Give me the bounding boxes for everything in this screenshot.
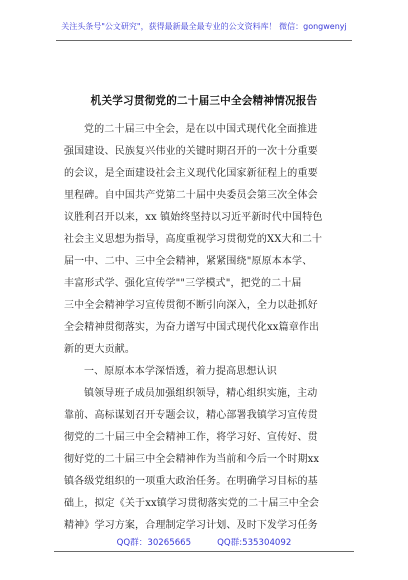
- paragraph-line: 镇各级党组织的一项重大政治任务。在明确学习目标的基: [64, 476, 318, 487]
- document-body: [64, 119, 350, 537]
- paragraph-line: 精神》学习方案，合理制定学习计划、及时下发学习任务: [64, 520, 318, 531]
- paragraph-line: 全会精神贯彻落实，为奋力谱写中国式现代化xx篇章作出: [64, 322, 320, 333]
- footer-qq-group-1: QQ群：30265665: [116, 538, 192, 548]
- header-note: 关注头条号"公文研究"，获得最新最全最专业的公文资料库！ 微信：gongwenyj: [61, 22, 347, 31]
- document-title: 机关学习贯彻党的二十届三中全会精神情况报告: [90, 95, 318, 107]
- footer-qq-group-2: QQ群:535304092: [217, 538, 292, 548]
- paragraph-line: 的会议，是全面建设社会主义现代化国家新征程上的重要: [64, 168, 318, 179]
- paragraph-line: 靠前、高标谋划召开专题会议，精心部署我镇学习宣传贯: [64, 410, 318, 421]
- section-heading: 一、原原本本学深悟透，着力提高思想认识: [84, 366, 277, 377]
- paragraph-line: 社会主义思想为指导，高度重视学习贯彻党的XX大和二十: [64, 234, 323, 245]
- header-divider: [56, 40, 352, 41]
- paragraph-line: 彻好党的二十届三中全会精神作为当前和今后一个时期xx: [64, 454, 320, 465]
- paragraph-line: 议胜利召开以来，xx 镇始终坚持以习近平新时代中国特色: [64, 212, 323, 223]
- paragraph-line: 强国建设、民族复兴伟业的关键时期召开的一次十分重要: [64, 146, 318, 157]
- footer-note: [0, 537, 408, 549]
- paragraph-line: 镇领导班子成员加强组织领导，精心组织实施，主动: [84, 388, 318, 399]
- paragraph-line: 丰富形式学、强化宣传学""三学模式"，把党的二十届: [64, 278, 302, 289]
- paragraph-line: 础上，拟定《关于xx镇学习贯彻落实党的二十届三中全会: [64, 498, 320, 509]
- paragraph-line: 里程碑。自中国共产党第二十届中央委员会第三次全体会: [64, 190, 318, 201]
- paragraph-line: 三中全会精神学习宣传贯彻不断引向深入，全力以赴抓好: [64, 300, 318, 311]
- paragraph-line: 届一中、二中、三中全会精神，紧紧围绕"原原本本学、: [64, 256, 313, 267]
- footer-divider: [54, 551, 354, 552]
- paragraph-line: 新的更大贡献。: [64, 344, 136, 355]
- paragraph-line: 党的二十届三中全会，是在以中国式现代化全面推进: [84, 124, 318, 135]
- paragraph-line: 彻党的二十届三中全会精神工作，将学习好、宣传好、贯: [64, 432, 318, 443]
